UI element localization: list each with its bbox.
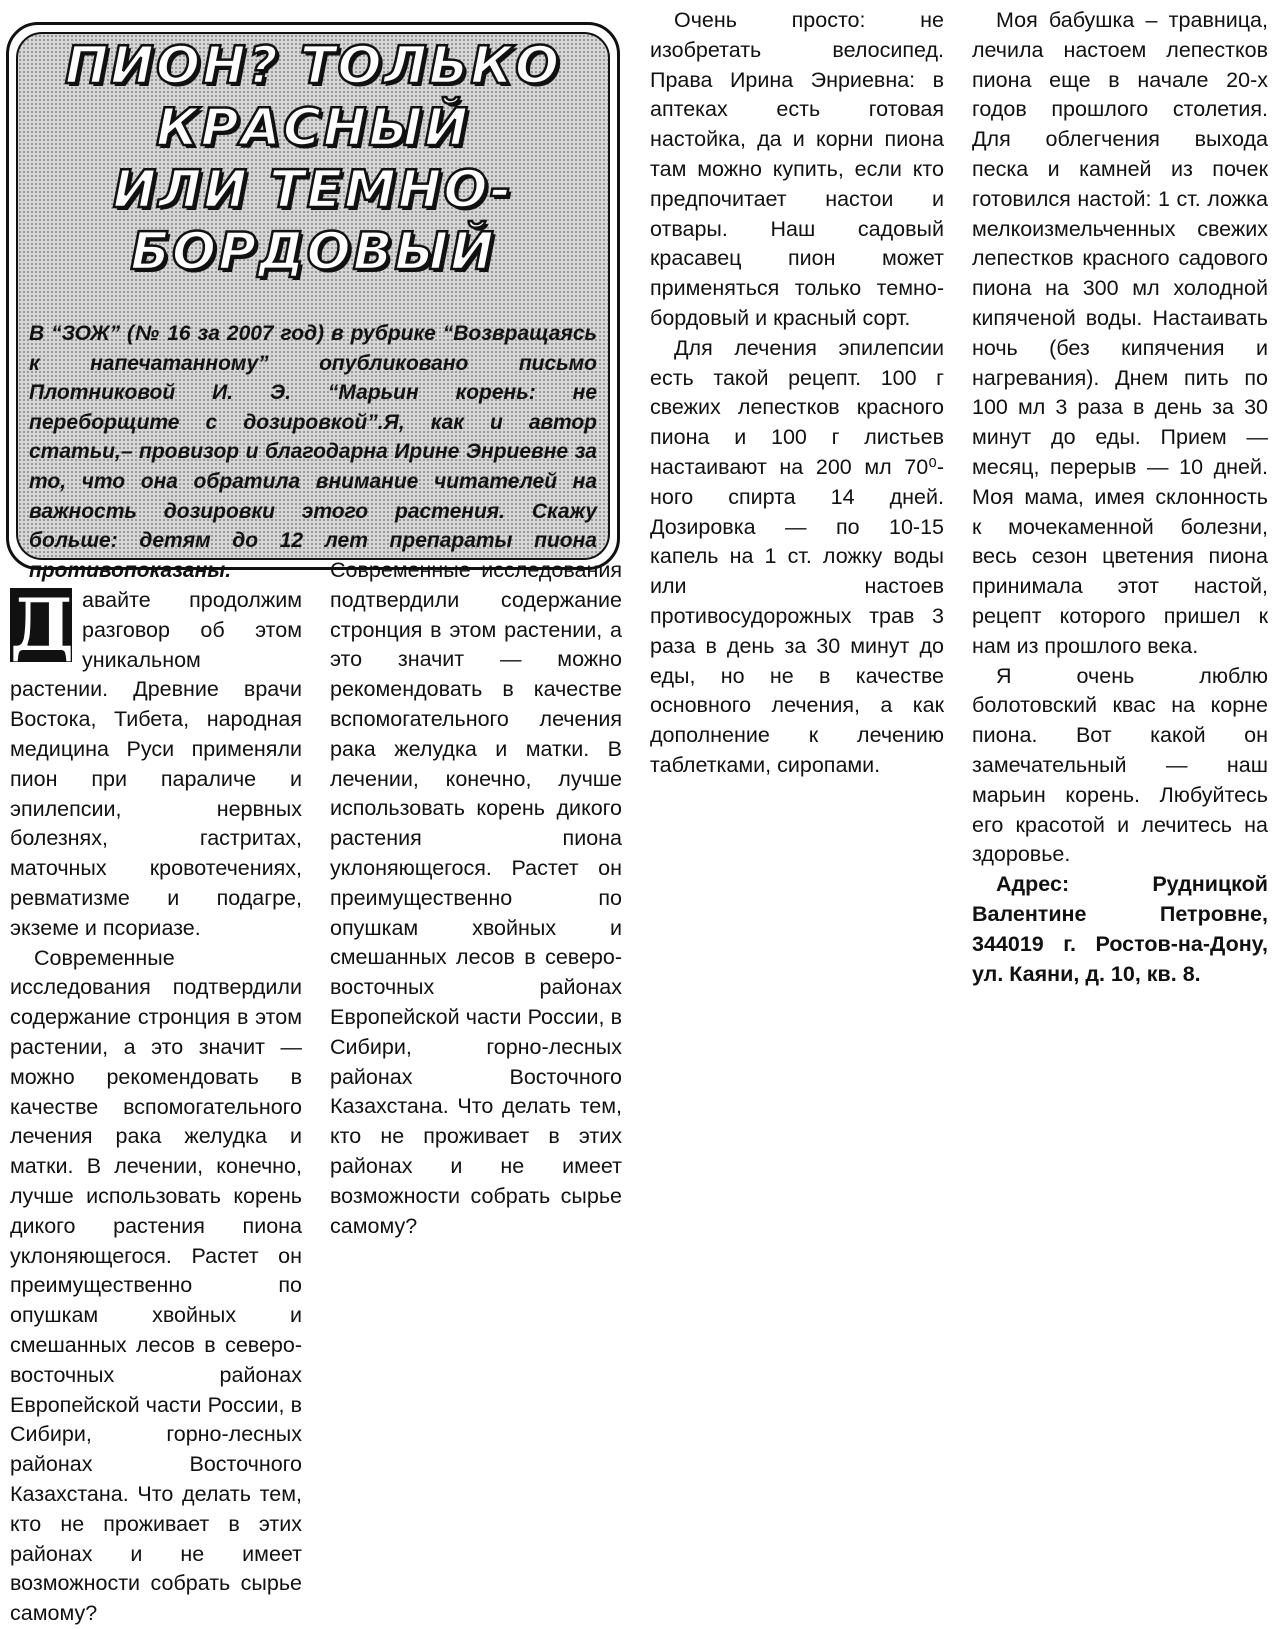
headline-line-2: КРАСНЫЙ: [156, 98, 470, 158]
paragraph-answer: [650, 6, 944, 334]
headline-line-1: ПИОН? ТОЛЬКО: [64, 36, 562, 96]
headline-line-3: ИЛИ ТЕМНО-: [112, 160, 514, 220]
kvass-text: Я очень люблю болотовский квас на корне пиона. Вот какой он замечательный — наш марьин корень. Любуйтесь его красотой и лечитесь на здоровье.: [972, 663, 1268, 867]
dropcap: Д: [10, 582, 75, 667]
lead-paragraph: [29, 319, 597, 585]
author-address: [972, 870, 1268, 989]
paragraph-grandmother: [972, 6, 1268, 662]
intro-text: авайте продолжим разговор об этом уникальном растении. Древние врачи Востока, Тибета, народная медицина Руси применяли пион при параличе и эпилепсии, нервных болезнях, гастритах, маточных кровотечениях, ревматизме и подагре, экземе и псориазе.: [10, 588, 302, 940]
column-left-1: [10, 582, 302, 1626]
paragraph-intro: [10, 582, 302, 944]
research-text: Современные исследования подтвердили содержание стронция в этом растении, а это значит — можно рекомендовать в качестве вспомогательного лечения рака желудка и матки. В лечении, конечно, лучше использовать корень дикого растения пиона уклоняющегося. Растет он преимущественно по опушкам хвойных и смешанных лесов в северо-восточных районах Европейской части России, в Сибири, горно-лесных районах Восточного Казахстана. Что делать тем, кто не проживает в этих районах и не имеет возможности собрать сырье самому?: [10, 945, 302, 1626]
column-middle: [650, 6, 944, 781]
epilepsy-text: Для лечения эпилепсии есть такой рецепт. 100 г свежих лепестков красного пиона и 100 г листьев настаивают на 200 мл 70⁰-ного спирта 14 дней. Дозировка — по 10-15 капель на 1 ст. ложку воды или настоев противосудорожных трав 3 раза в день за 30 минут до еды, но не в качестве основного лечения, а как дополнение к лечению таблетками, сиропами.: [650, 335, 944, 777]
grandmother-text: Моя бабушка – травница, лечила настоем лепестков пиона еще в начале 20-х годов прошлого столетия. Для облегчения выхода песка и камней из почек готовился настой: 1 ст. ложка мелкоизмельченных свежих лепестков красного садового пиона на 300 мл холодной кипяченой воды. Настаивать ночь (без кипячения и нагревания). Днем пить по 100 мл 3 раза в день за 30 минут до еды. Прием — месяц, перерыв — 10 дней. Моя мама, имея склонность к мочекаменной болезни, весь сезон цветения пиона принимала этот настой, рецепт которого пришел к нам из прошлого века.: [972, 8, 1268, 658]
column-left-2: [330, 558, 622, 1238]
headline-box: [6, 22, 620, 582]
headline-line-4: БОРДОВЫЙ: [130, 222, 496, 282]
answer-text: Очень просто: не изобретать велосипед. Права Ирина Энриевна: в аптеках есть готовая настойка, да и корни пиона там можно купить, если кто предпочитает настои и отвары. Наш садовый красавец пион может применяться только темно-бордовый и красный сорт.: [650, 8, 944, 330]
paragraph-research-start: [10, 944, 302, 1626]
lead-text: В “ЗОЖ” (№ 16 за 2007 год) в рубрике “Возвращаясь к напечатанному” опубликовано письмо Плотниковой И. Э. “Марьин корень: не переборщите с дозировкой”.Я, как и автор статьи,– провизор и благодарна Ирине Энриевне за то, что она обратила внимание читателей на важность дозировки этого растения. Скажу больше: детям до 12 лет препараты пиона противопоказаны.: [29, 322, 597, 582]
address-text: Адрес: Рудницкой Валентине Петровне, 344019 г. Ростов-на-Дону, ул. Каяни, д. 10, кв. 8.: [972, 872, 1268, 986]
paragraph-kvass: [972, 662, 1268, 871]
paragraph-research-cont: [330, 556, 622, 1241]
research-text-cont: Современные исследования подтвердили содержание стронция в этом растении, а это значит — можно рекомендовать в качестве вспомогательного лечения рака желудка и матки. В лечении, конечно, лучше использовать корень дикого растения пиона уклоняющегося. Растет он преимущественно по опушкам хвойных и смешанных лесов в северо-восточных районах Европейской части России, в Сибири, горно-лесных районах Восточного Казахстана. Что делать тем, кто не проживает в этих районах и не имеет возможности собрать сырье самому?: [330, 558, 622, 1238]
column-right: [972, 6, 1268, 989]
headline: [23, 35, 603, 283]
paragraph-epilepsy: [650, 334, 944, 781]
